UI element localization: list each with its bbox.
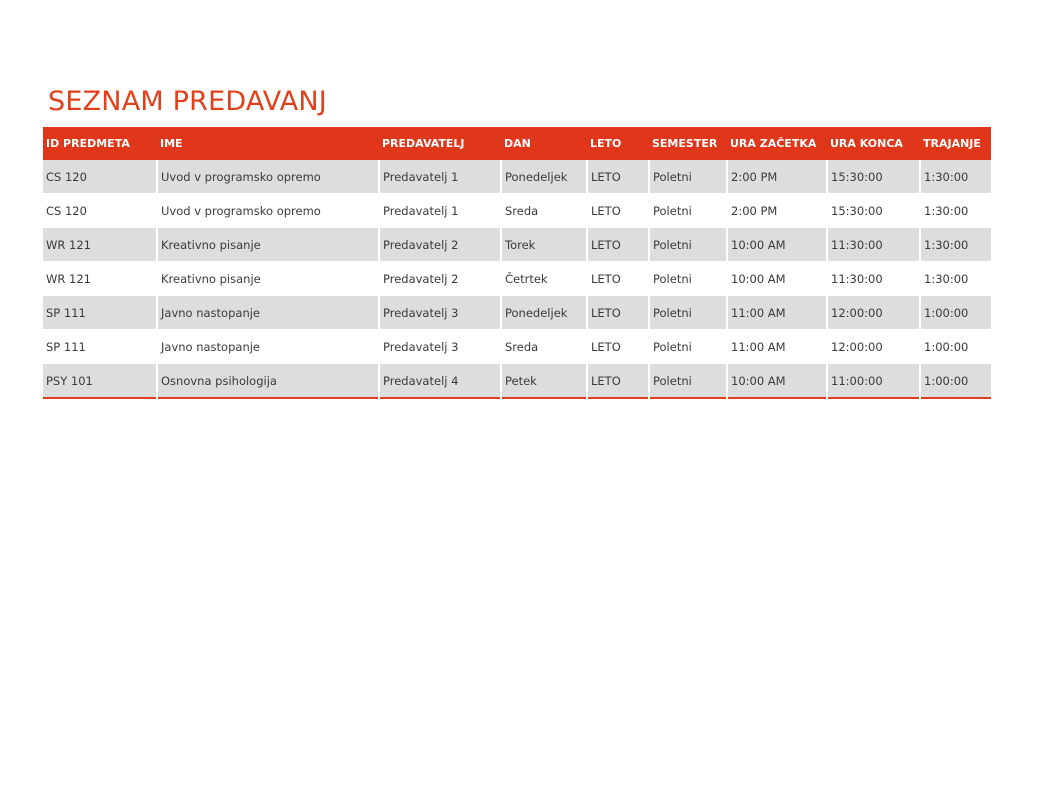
table-cell[interactable]: Ponedeljek [501, 296, 587, 330]
table-cell[interactable]: Uvod v programsko opremo [157, 194, 379, 228]
table-cell[interactable]: 11:30:00 [827, 228, 920, 262]
table-cell[interactable]: 10:00 AM [727, 228, 827, 262]
table-cell[interactable]: Predavatelj 4 [379, 364, 501, 399]
table-cell[interactable]: 11:30:00 [827, 262, 920, 296]
table-cell[interactable]: 11:00 AM [727, 296, 827, 330]
table-row [43, 160, 991, 194]
table-cell[interactable]: 2:00 PM [727, 160, 827, 194]
table-cell[interactable]: LETO [587, 228, 649, 262]
table-cell[interactable]: Kreativno pisanje [157, 262, 379, 296]
table-cell[interactable]: LETO [587, 364, 649, 399]
column-header-id[interactable]: ID PREDMETA [43, 127, 157, 160]
table-cell[interactable]: Javno nastopanje [157, 296, 379, 330]
table-cell[interactable]: SP 111 [43, 296, 157, 330]
table-cell[interactable]: Poletni [649, 364, 727, 399]
table-cell[interactable]: LETO [587, 194, 649, 228]
column-header-end-time[interactable]: URA KONCA [827, 127, 920, 160]
table-cell[interactable]: Poletni [649, 296, 727, 330]
table-cell[interactable]: Četrtek [501, 262, 587, 296]
table-row [43, 330, 991, 364]
table-cell[interactable]: Predavatelj 3 [379, 296, 501, 330]
table-row [43, 364, 991, 399]
table-cell[interactable]: LETO [587, 262, 649, 296]
table-cell[interactable]: 15:30:00 [827, 160, 920, 194]
table-cell[interactable]: 15:30:00 [827, 194, 920, 228]
table-cell[interactable]: CS 120 [43, 194, 157, 228]
table-cell[interactable]: Predavatelj 1 [379, 160, 501, 194]
table-cell[interactable]: Torek [501, 228, 587, 262]
column-header-start-time[interactable]: URA ZAČETKA [727, 127, 827, 160]
column-header-name[interactable]: IME [157, 127, 379, 160]
table-cell[interactable]: LETO [587, 296, 649, 330]
table-cell[interactable]: Poletni [649, 194, 727, 228]
table-cell[interactable]: Poletni [649, 262, 727, 296]
table-cell[interactable]: WR 121 [43, 262, 157, 296]
column-header-duration[interactable]: TRAJANJE [920, 127, 991, 160]
table-cell[interactable]: Predavatelj 1 [379, 194, 501, 228]
table-cell[interactable]: Sreda [501, 194, 587, 228]
table-row [43, 262, 991, 296]
table-cell[interactable]: LETO [587, 160, 649, 194]
column-header-semester[interactable]: SEMESTER [649, 127, 727, 160]
table-cell[interactable]: 11:00:00 [827, 364, 920, 399]
table-cell[interactable]: Ponedeljek [501, 160, 587, 194]
table-row [43, 228, 991, 262]
table-cell[interactable]: 12:00:00 [827, 296, 920, 330]
table-cell[interactable]: Kreativno pisanje [157, 228, 379, 262]
table-cell[interactable]: Predavatelj 2 [379, 262, 501, 296]
table-cell[interactable]: Poletni [649, 228, 727, 262]
lecture-table [43, 127, 991, 399]
table-cell[interactable]: SP 111 [43, 330, 157, 364]
table-cell[interactable]: Poletni [649, 160, 727, 194]
table-cell[interactable]: Javno nastopanje [157, 330, 379, 364]
table-row [43, 194, 991, 228]
table-cell[interactable]: CS 120 [43, 160, 157, 194]
table-cell[interactable]: WR 121 [43, 228, 157, 262]
table-cell[interactable]: 1:00:00 [920, 296, 991, 330]
table-cell[interactable]: Uvod v programsko opremo [157, 160, 379, 194]
table-cell[interactable]: Petek [501, 364, 587, 399]
table-cell[interactable]: 1:30:00 [920, 160, 991, 194]
table-row [43, 296, 991, 330]
table-cell[interactable]: Predavatelj 2 [379, 228, 501, 262]
table-header-row [43, 127, 991, 160]
table-cell[interactable]: 2:00 PM [727, 194, 827, 228]
table-cell[interactable]: 12:00:00 [827, 330, 920, 364]
table-cell[interactable]: 1:30:00 [920, 262, 991, 296]
table-cell[interactable]: 1:30:00 [920, 194, 991, 228]
table-cell[interactable]: Sreda [501, 330, 587, 364]
table-cell[interactable]: 1:00:00 [920, 364, 991, 399]
page-title: SEZNAM PREDAVANJ [48, 86, 327, 117]
table-cell[interactable]: Osnovna psihologija [157, 364, 379, 399]
column-header-lecturer[interactable]: PREDAVATELJ [379, 127, 501, 160]
column-header-day[interactable]: DAN [501, 127, 587, 160]
table-cell[interactable]: LETO [587, 330, 649, 364]
table-cell[interactable]: 10:00 AM [727, 364, 827, 399]
table-cell[interactable]: PSY 101 [43, 364, 157, 399]
table-cell[interactable]: 1:30:00 [920, 228, 991, 262]
table-cell[interactable]: Predavatelj 3 [379, 330, 501, 364]
table-cell[interactable]: 10:00 AM [727, 262, 827, 296]
table-cell[interactable]: Poletni [649, 330, 727, 364]
table-cell[interactable]: 1:00:00 [920, 330, 991, 364]
column-header-year[interactable]: LETO [587, 127, 649, 160]
table-cell[interactable]: 11:00 AM [727, 330, 827, 364]
